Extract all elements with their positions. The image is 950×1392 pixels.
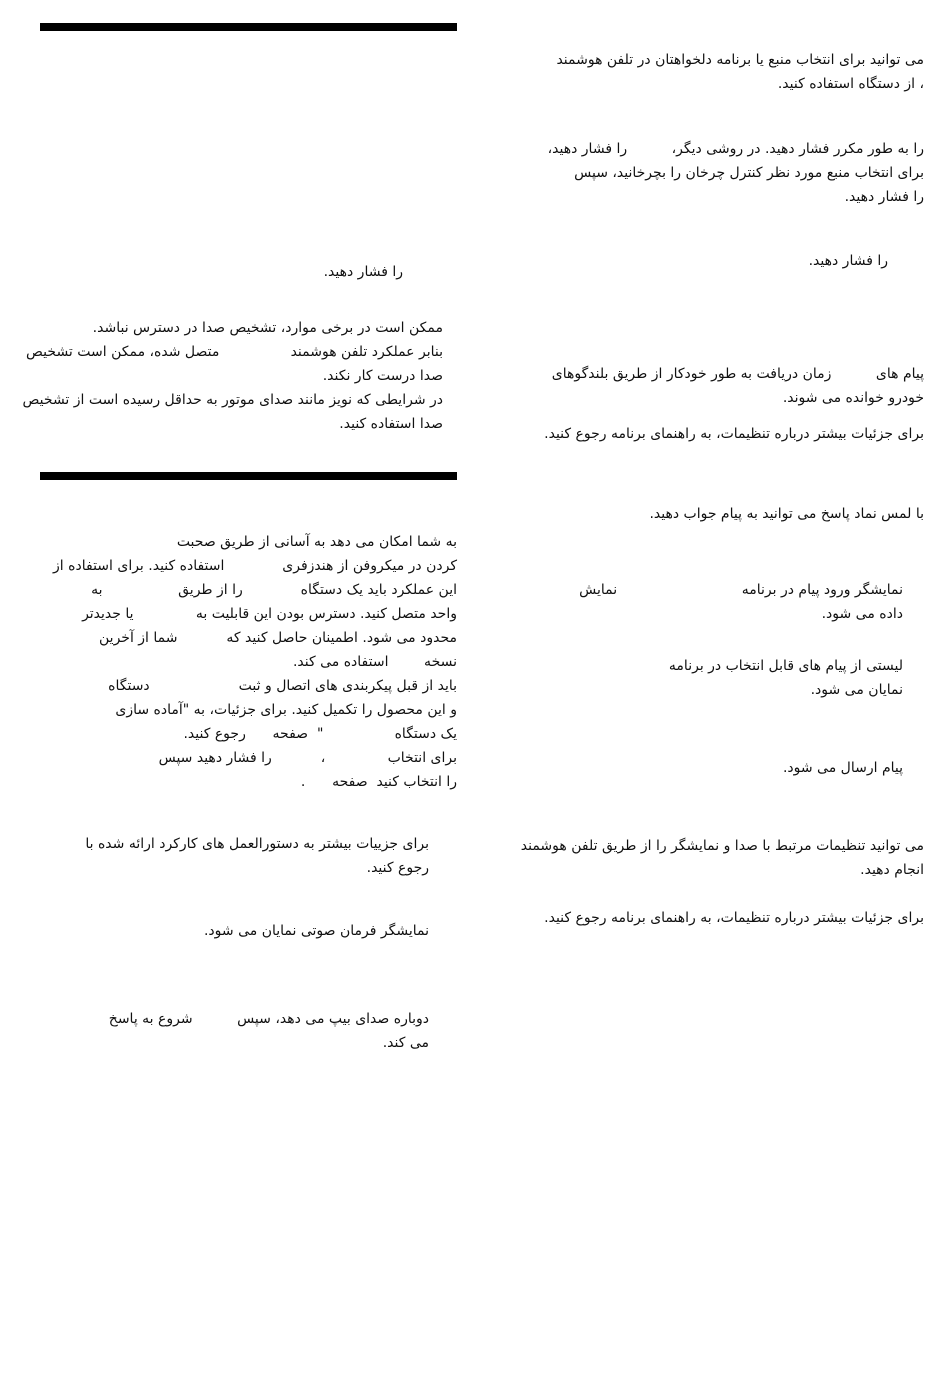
right-paragraph-11: برای جزئیات بیشتر درباره تنظیمات، به راهنمای برنامه رجوع کنید. <box>544 910 924 926</box>
right-paragraph-6: با لمس نماد پاسخ می توانید به پیام جواب دهید. <box>649 506 924 522</box>
right-paragraph-5: برای جزئیات بیشتر درباره تنظیمات، به راهنمای برنامه رجوع کنید. <box>544 426 924 442</box>
right-paragraph-9: پیام ارسال می شود. <box>782 760 903 776</box>
right-paragraph-2: را به طور مکرر فشار دهید. در روشی دیگر، را فشار دهید، برای انتخاب منبع مورد نظر کنترل چرخان را بچرخانید، سپس را فشار دهید. <box>547 141 924 205</box>
right-paragraph-3: را فشار دهید. <box>808 253 888 269</box>
left-paragraph-1: را فشار دهید. <box>323 264 403 280</box>
left-paragraph-4: برای جزییات بیشتر به دستورالعمل های کارکرد ارائه شده با رجوع کنید. <box>85 836 429 876</box>
right-paragraph-8: لیستی از پیام های قابل انتخاب در برنامه نمایان می شود. <box>668 658 903 698</box>
section-rule-top <box>40 23 457 31</box>
left-paragraph-2: ممکن است در برخی موارد، تشخیص صدا در دسترس نباشد. بنابر عملکرد تلفن هوشمند متصل شده، ممکن است تشخیص صدا درست کار نکند. در شرایطی که نویز مانند صدای موتور به حداقل رسیده است از تشخیص صدا استفاده کنید. <box>22 320 443 432</box>
left-paragraph-6: دوباره صدای بیپ می دهد، سپس شروع به پاسخ می کند. <box>108 1011 429 1051</box>
right-paragraph-1: می توانید برای انتخاب منبع یا برنامه دلخواهتان در تلفن هوشمند ، از دستگاه استفاده کنید. <box>556 52 924 92</box>
right-paragraph-10: می توانید تنظیمات مرتبط با صدا و نمایشگر را از طریق تلفن هوشمند انجام دهید. <box>520 838 924 878</box>
left-paragraph-5: نمایشگر فرمان صوتی نمایان می شود. <box>203 923 429 939</box>
right-paragraph-4: پیام های زمان دریافت به طور خودکار از طریق بلندگوهای خودرو خوانده می شوند. <box>551 366 924 406</box>
left-paragraph-3: به شما امکان می دهد به آسانی از طریق صحبت کردن در میکروفن از هندزفری استفاده کنید. برای استفاده از این عملکرد باید یک دستگاه را از طریق به واحد متصل کنید. دسترس بودن این قابلیت به یا جدیدتر محدود می شود. اطمینان حاصل کنید که شما از آخرین نسخه استفاده می کند. باید از قبل پیکربندی های اتصال و ثبت دستگاه و این محصول را تکمیل کنید. برای جزئیات، به "آماده سازی یک دستگاه " صفحه رجوع کنید. برای انتخاب ، را فشار دهید سپس را انتخاب کنید صفحه . <box>53 534 457 790</box>
right-paragraph-7: نمایشگر ورود پیام در برنامه نمایش داده می شود. <box>579 582 903 622</box>
section-rule-middle <box>40 472 457 480</box>
